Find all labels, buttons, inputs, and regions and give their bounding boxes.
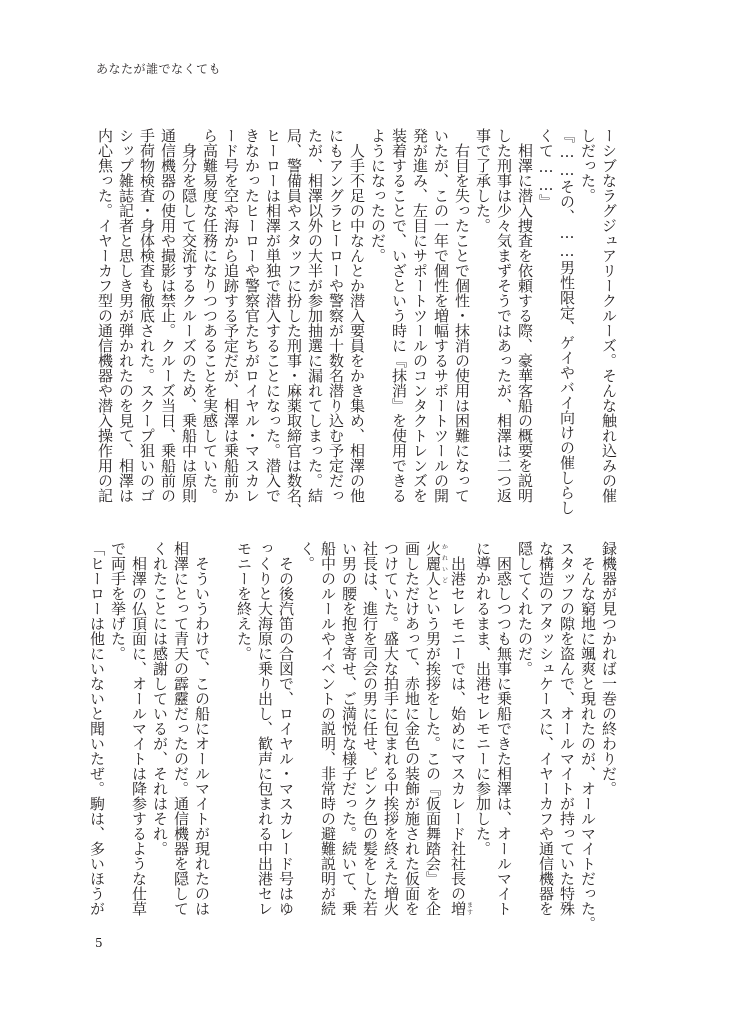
text-block-upper — [94, 128, 619, 518]
text-line: シップ雑誌記者と思しき男が弾かれたのを見て、相澤は — [117, 128, 135, 503]
text-line: 右目を失ったことで個性・抹消の使用は困難になって — [453, 128, 471, 503]
text-line: 船中のルールやイベントの説明、非常時の避難説明が続 — [319, 541, 337, 916]
text-line: 火麗人かれいどという男が挨拶をした。この『仮面舞踏会』を企 — [424, 541, 448, 916]
text-line: 「ヒーローは他にいないと聞いたぜ。駒は、多いほうが — [88, 541, 106, 916]
text-line: そういうわけで、この船にオールマイトが現れたのは — [193, 541, 211, 916]
text-line: 身分を隠して交流するクルーズのため、乗船中は原則 — [180, 128, 198, 503]
text-line: くれたことには感謝しているが、それはそれ。 — [151, 541, 169, 856]
text-line: 人手不足の中なんとか潜入要員をかき集め、相澤の他 — [348, 128, 366, 503]
ruby-text: 火麗人かれいど — [424, 541, 448, 586]
text-line: いたが、この一年で個性を増幅するサポートツールの開 — [432, 128, 450, 503]
text-line: い男の腰を抱き寄せ、ご満悦な様子だった。続いて、乗 — [340, 541, 358, 916]
text-line: に導かれるまま、出港セレモニーに参加した。 — [474, 541, 492, 856]
text-line: 相澤に潜入捜査を依頼する際、豪華客船の概要を説明 — [516, 128, 534, 503]
text-line: 隠してくれたのだ。 — [516, 541, 534, 676]
text-line: ようになったのだ。 — [369, 128, 387, 263]
text-line: っくりと大海原に乗り出し、歓声に包まれる中出港セレ — [256, 541, 274, 916]
ruby-text: 増ます — [449, 901, 473, 916]
text-line: 『……その、……男性限定、ゲイやバイ向けの催しらし — [558, 128, 576, 515]
text-line: 画しただけあって、赤地に金色の装飾が施された仮面を — [403, 541, 421, 916]
text-line: 困惑しつつも無事に乗船できた相澤は、オールマイト — [495, 541, 513, 916]
text-line: 内心焦った。イヤーカフ型の通信機器や潜入操作用の記 — [96, 128, 114, 503]
text-line: 録機器が見つかれば一巻の終わりだ。 — [600, 541, 618, 796]
text-line: ヒーローは相澤が単独で潜入することになった。潜入で — [264, 128, 282, 503]
text-line: した刑事は少々気まずそうではあったが、相澤は二つ返 — [495, 128, 513, 503]
text-line: スタッフの隙を盗んで、オールマイトが持っていた特殊 — [558, 541, 576, 916]
text-line: たが、相澤以外の大半が参加抽選に漏れてしまった。結 — [306, 128, 324, 503]
text-line: しだった。 — [579, 128, 597, 203]
furigana: ます — [465, 901, 473, 916]
text-line: 装着することで、いざという時に『抹消』を使用できる — [390, 128, 408, 503]
text-line: 相澤にとって青天の霹靂だったのだ。通信機器を隠して — [172, 541, 190, 916]
running-header: あなたが誰でなくても — [96, 62, 222, 76]
page-number: 5 — [95, 936, 103, 950]
text-line: な構造のアタッシュケースに、イヤーカフや通信機器を — [537, 541, 555, 916]
text-line: 相澤の仏頂面に、オールマイトは降参するような仕草 — [130, 541, 148, 916]
text-line: く。 — [298, 541, 316, 571]
text-line: そんな窮地に颯爽と現れたのが、オールマイトだった。 — [579, 541, 597, 931]
text-line: ーシブなラグジュアリークルーズ。そんな触れ込みの催 — [600, 128, 618, 503]
text-line: 事で了承した。 — [474, 128, 492, 233]
text-line: きなかったヒーローや警察官たちがロイヤル・マスカレ — [243, 128, 261, 503]
text-line: ード号を空や海から追跡する予定だが、相澤は乗船前か — [222, 128, 240, 503]
text-line: にもアングラヒーローや警察が十数名潜り込む予定だっ — [327, 128, 345, 503]
text-line: くて……』 — [537, 128, 555, 209]
text-line: 通信機器の使用や撮影は禁止。クルーズ当日、乗船前の — [159, 128, 177, 503]
text-line — [212, 541, 233, 919]
text-line: 出港セレモニーでは、始めにマスカレード社社長の増ます — [449, 541, 473, 916]
furigana: かれいど — [440, 541, 448, 586]
text-line: 発が進み、左目にサポートツールのコンタクトレンズを — [411, 128, 429, 503]
text-line: 手荷物検査・身体検査も徹底された。スクープ狙いのゴ — [138, 128, 156, 503]
text-block-lower — [88, 541, 619, 931]
text-line: 社長は、進行を司会の男に任せ、ピンク色の髪をした若 — [361, 541, 379, 916]
text-line: その後汽笛の合図で、ロイヤル・マスカレード号はゆ — [277, 541, 295, 916]
text-line: 局、警備員やスタッフに扮した刑事・麻薬取締官は数名、 — [285, 128, 303, 518]
text-line: で両手を挙げた。 — [109, 541, 127, 661]
text-line: モニーを終えた。 — [235, 541, 253, 661]
text-line: つけていた。盛大な拍手に包まれる中挨拶を終えた増火 — [382, 541, 400, 916]
text-line: ら高難易度な任務になりつつあることを実感していた。 — [201, 128, 219, 503]
